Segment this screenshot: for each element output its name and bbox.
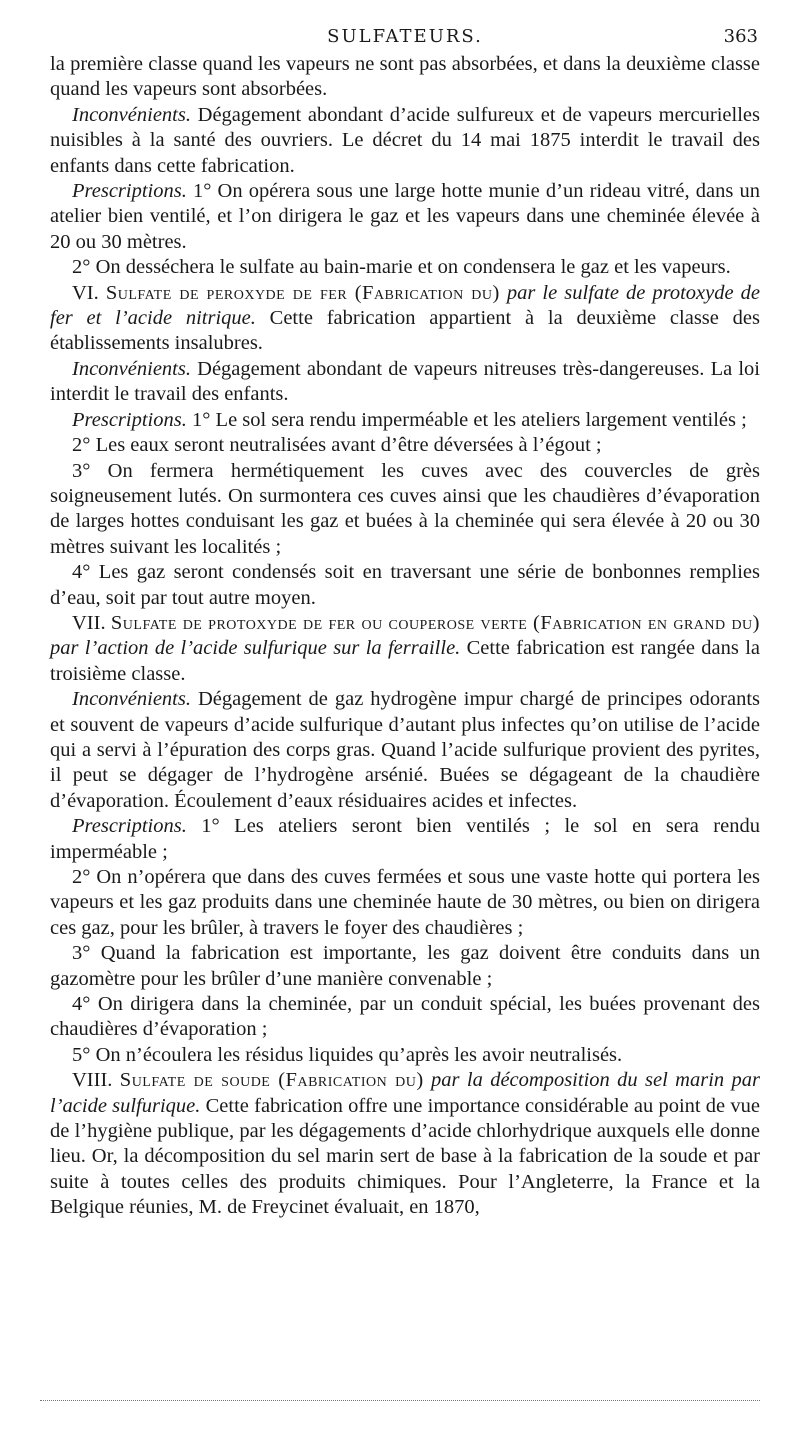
- text-run: VII.: [72, 611, 111, 634]
- italic-run: Prescriptions.: [72, 815, 187, 838]
- text-run: VIII.: [72, 1069, 120, 1092]
- paragraph: [50, 992, 760, 1043]
- text-run: 3° Quand la fabrication est importante, les gaz doivent être conduits dans un gazomètre pour les brûler d’une manière convenable ;: [50, 942, 760, 990]
- text-run: 2° On n’opérera que dans des cuves fermées et sous une vaste hotte qui portera les vapeurs et les gaz produits dans une cheminée haute de 30 mètres, ou bien on dirigera ces gaz, pour les brûler, à travers le foyer des chaudières ;: [50, 866, 760, 939]
- italic-run: par le sulfate de protoxyde de fer et l’acide nitrique.: [50, 281, 760, 330]
- text-run: 3° On fermera hermétiquement les cuves avec des couvercles de grès soigneusement lutés. On surmontera ces cuves ainsi que les chaudières d’évaporation de larges hottes conduisant les gaz et buées à la cheminée qui sera élevée à 20 ou 30 mètres suivant les localités ;: [50, 459, 760, 558]
- running-header: [50, 20, 760, 52]
- italic-run: par la décomposition du sel marin par l’acide sulfurique.: [50, 1069, 760, 1117]
- text-run: Dégagement abondant d’acide sulfureux et de vapeurs mercurielles nuisibles à la santé des ouvriers. Le décret du 14 mai 1875 interdit le travail des enfants dans cette fabrication.: [50, 103, 760, 177]
- text-run: 1° On opérera sous une large hotte munie d’un rideau vitré, dans un atelier bien ventilé, et l’on dirigera le gaz et les vapeurs dans une cheminée élevée à 20 ou 30 mètres.: [50, 180, 760, 253]
- text-run: 1° Les ateliers seront bien ventilés ; le sol en sera rendu imperméable ;: [50, 815, 760, 863]
- small-caps-run: Sulfate de soude (Fabrication du): [119, 1069, 424, 1092]
- paragraph: [50, 941, 760, 992]
- paragraph: [50, 687, 760, 814]
- italic-run: Inconvénients.: [72, 103, 191, 126]
- italic-run: Inconvénients.: [72, 357, 191, 380]
- text-run: Cette fabrication appartient à la deuxième classe des établissements insalubres.: [50, 307, 760, 355]
- text-run: 1° Le sol sera rendu imperméable et les ateliers largement ventilés ;: [186, 408, 747, 431]
- paragraph: [50, 103, 760, 179]
- paragraph: [50, 281, 760, 357]
- text-run: Dégagement abondant de vapeurs nitreuses très-dangereuses. La loi interdit le travail des enfants.: [50, 357, 760, 406]
- paragraph: [50, 408, 760, 433]
- footer-dotted-rule: [40, 1400, 760, 1401]
- text-run: 4° On dirigera dans la cheminée, par un conduit spécial, les buées provenant des chaudières d’évaporation ;: [50, 993, 760, 1041]
- paragraph: [50, 357, 760, 408]
- text-run: VI.: [72, 281, 106, 304]
- italic-run: Prescriptions.: [72, 180, 187, 203]
- text-run: 2° Les eaux seront neutralisées avant d’être déversées à l’égout ;: [72, 434, 602, 457]
- paragraph: [50, 255, 760, 280]
- text-run: [424, 1069, 431, 1091]
- paragraph: [50, 814, 760, 865]
- paragraph: [50, 433, 760, 458]
- text-run: Cette fabrication est rangée dans la troisième classe.: [50, 637, 760, 685]
- italic-run: par l’action de l’acide sulfurique sur la ferraille.: [50, 637, 461, 660]
- text-run: 4° Les gaz seront condensés soit en traversant une série de bonbonnes remplies d’eau, soit par tout autre moyen.: [50, 561, 760, 609]
- italic-run: Inconvénients.: [72, 688, 191, 711]
- text-run: la première classe quand les vapeurs ne sont pas absorbées, et dans la deuxième classe quand les vapeurs sont absorbées.: [50, 53, 760, 101]
- running-title: SULFATEURS.: [327, 26, 483, 47]
- text-run: Cette fabrication offre une importance considérable au point de vue de l’hygiène publique, par les dégagements d’acide chlorhydrique auxquels elle donne lieu. Or, la décomposition du sel marin sert de base à la fabrication de la soude et par suite à toutes celles des produits chimiques. Pour l’Angleterre, la France et la Belgique réunies, M. de Freycinet évaluait, en 1870,: [50, 1094, 760, 1219]
- small-caps-run: Sulfate de peroxyde de fer (Fabrication du): [105, 281, 500, 304]
- paragraph: [50, 865, 760, 941]
- text-run: 5° On n’écoulera les résidus liquides qu’après les avoir neutralisés.: [72, 1043, 623, 1066]
- page-body: [50, 52, 760, 1221]
- paragraph: [50, 1068, 760, 1220]
- paragraph: [50, 459, 760, 561]
- small-caps-run: Sulfate de protoxyde de fer ou couperose verte (Fabrication en grand du): [110, 611, 760, 634]
- paragraph: [50, 52, 760, 103]
- paragraph: [50, 611, 760, 687]
- page-number: 363: [723, 26, 758, 47]
- italic-run: Prescriptions.: [72, 408, 187, 431]
- paragraph: [50, 560, 760, 611]
- text-run: [500, 282, 507, 304]
- paragraph: [50, 1043, 760, 1068]
- text-run: Dégagement de gaz hydrogène impur chargé de principes odorants et souvent de vapeurs d’acide sulfurique d’autant plus infectes qu’on utilise de l’acide qui a servi à l’épuration des corps gras. Quand l’acide sulfurique provient des pyrites, il peut se dégager de l’hydrogène arsénié. Buées se dégageant de la chaudière d’évaporation. Écoulement d’eaux résiduaires acides et infectes.: [50, 688, 760, 812]
- paragraph: [50, 179, 760, 255]
- text-run: 2° On desséchera le sulfate au bain-marie et on condensera le gaz et les vapeurs.: [72, 256, 731, 279]
